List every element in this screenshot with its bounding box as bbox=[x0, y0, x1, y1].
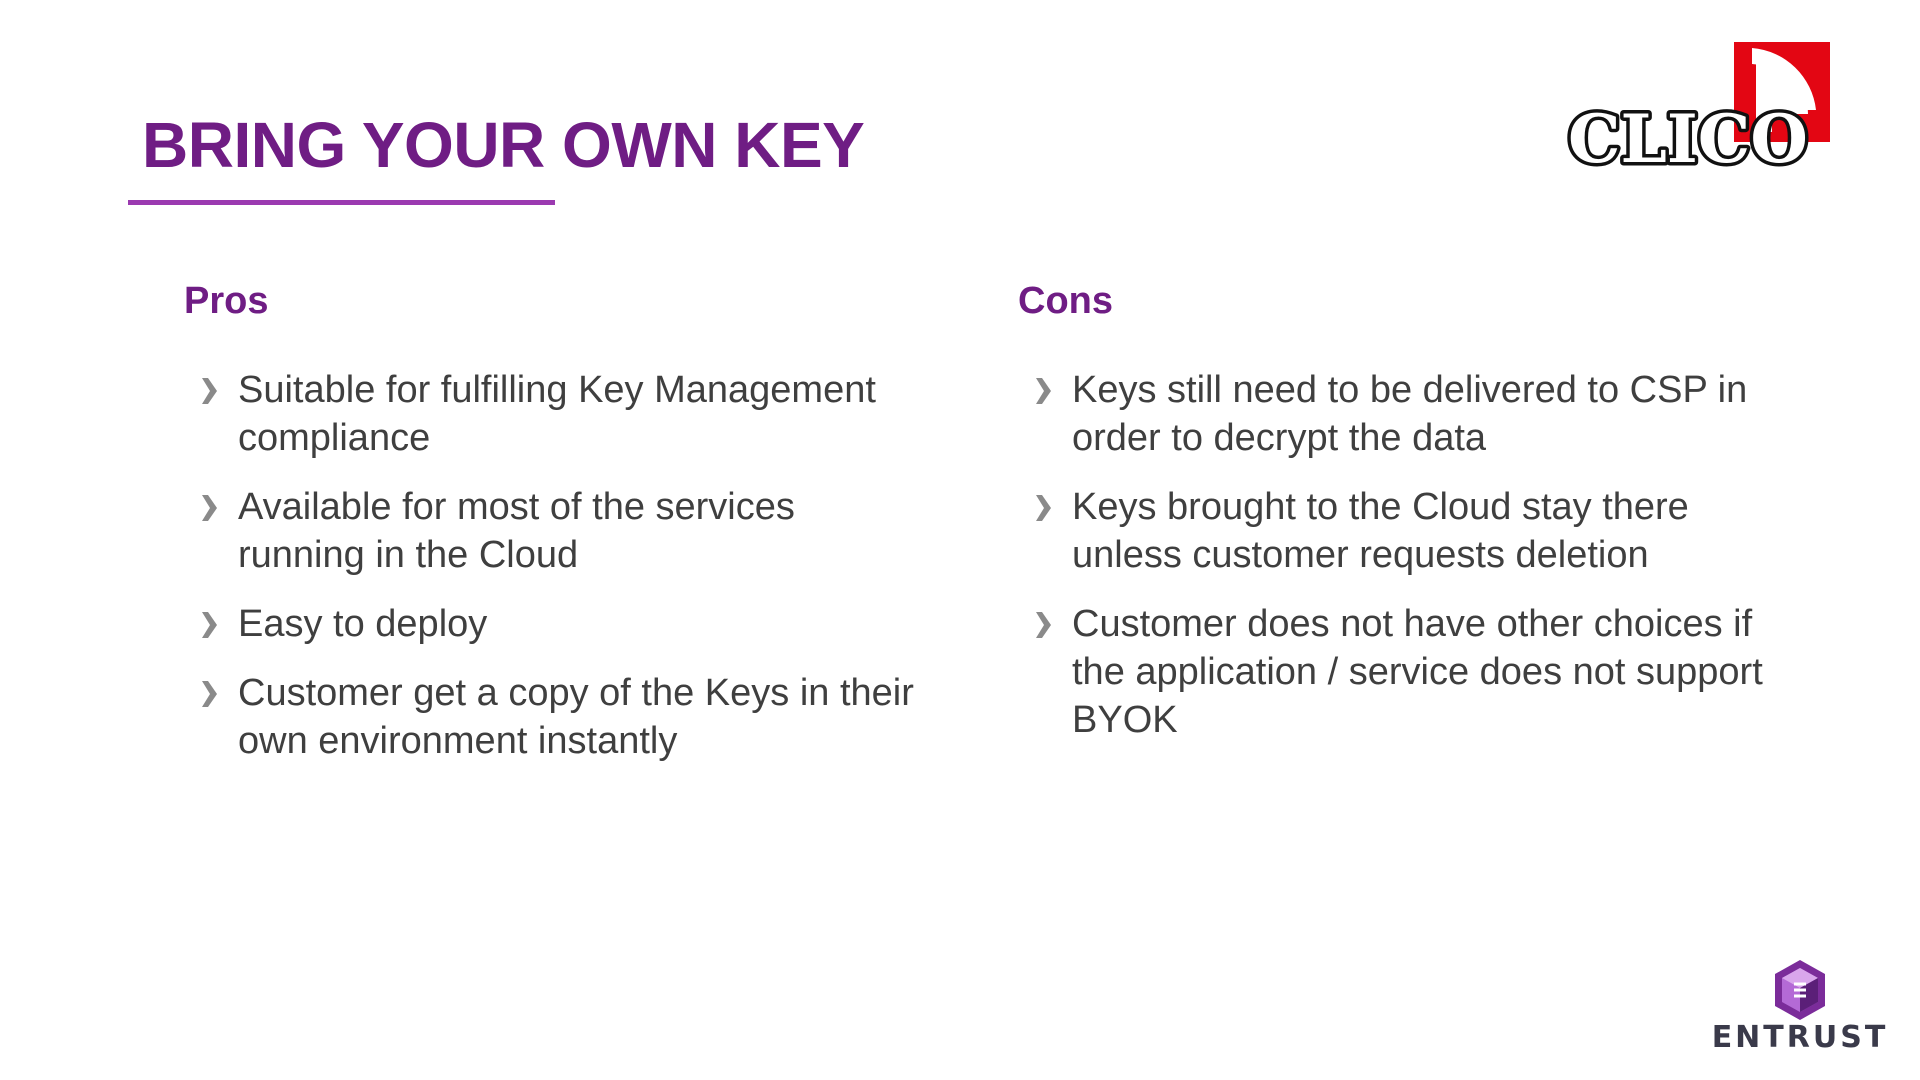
cons-list bbox=[1034, 366, 1772, 765]
cons-column bbox=[1018, 280, 1763, 741]
pros-heading: Pros bbox=[184, 280, 269, 322]
list-item-text: Customer does not have other choices if the application / service does not support BYOK bbox=[1072, 603, 1763, 741]
slide-title: BRING YOUR OWN KEY bbox=[142, 109, 865, 181]
chevron-right-icon bbox=[200, 495, 218, 521]
list-item bbox=[1034, 600, 1772, 744]
list-item-text: Suitable for fulfilling Key Management compliance bbox=[238, 369, 876, 459]
list-item bbox=[1034, 366, 1772, 462]
list-item bbox=[200, 669, 918, 765]
clico-logo-graphic bbox=[1566, 42, 1830, 172]
chevron-right-icon bbox=[200, 612, 218, 638]
list-item bbox=[200, 483, 918, 579]
entrust-hexagon-icon bbox=[1772, 958, 1828, 1022]
chevron-right-icon bbox=[200, 681, 218, 707]
list-item bbox=[200, 366, 918, 462]
clico-logo-text: CLICO bbox=[1568, 100, 1808, 172]
entrust-logo-text: ENTRUST bbox=[1711, 1020, 1889, 1055]
clico-logo bbox=[1566, 42, 1830, 172]
pros-list bbox=[200, 366, 918, 786]
title-underline bbox=[128, 200, 555, 205]
chevron-right-icon bbox=[1034, 612, 1052, 638]
cons-heading: Cons bbox=[1018, 280, 1113, 322]
chevron-right-icon bbox=[1034, 495, 1052, 521]
chevron-right-icon bbox=[200, 378, 218, 404]
list-item-text: Customer get a copy of the Keys in their own environment instantly bbox=[238, 672, 914, 762]
chevron-right-icon bbox=[1034, 378, 1052, 404]
list-item-text: Available for most of the services running in the Cloud bbox=[238, 486, 795, 576]
entrust-logo bbox=[1700, 958, 1900, 1058]
list-item bbox=[1034, 483, 1772, 579]
list-item-text: Keys still need to be delivered to CSP in order to decrypt the data bbox=[1072, 369, 1748, 459]
list-item bbox=[200, 600, 918, 648]
list-item-text: Easy to deploy bbox=[238, 603, 488, 645]
list-item-text: Keys brought to the Cloud stay there unless customer requests deletion bbox=[1072, 486, 1689, 576]
pros-column bbox=[184, 280, 914, 762]
